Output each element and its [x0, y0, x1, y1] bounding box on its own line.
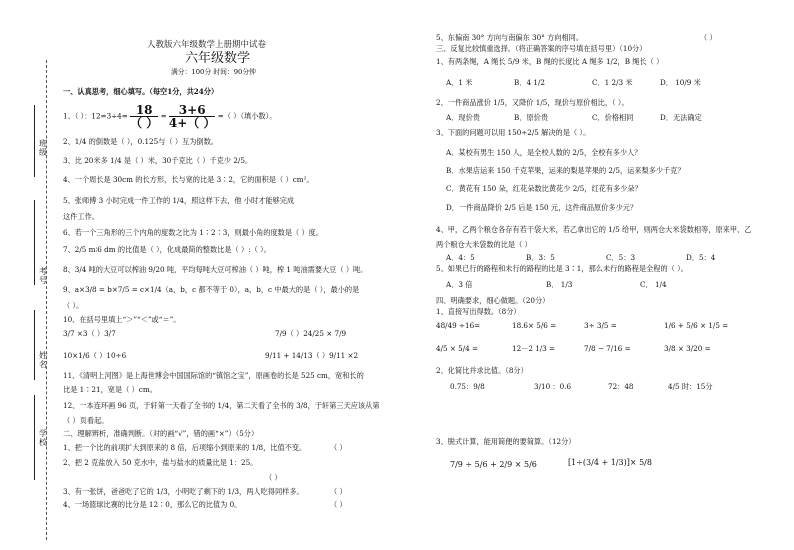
id-label: 考号: [39, 267, 47, 285]
question-8: 8、3/4 吨的大豆可以榨油 9/20 吨，平均每吨大豆可榨油（ ）吨，榨 1 吨油需要大豆（ ）吨。: [63, 265, 368, 274]
calc-item: 1/6 + 5/6 × 1/5 =: [664, 321, 729, 330]
choice-3-option-d: D．一件商品降价 2/5 后是 150 元，这件商品原价多少元？: [446, 203, 638, 212]
question-9: 9、a×3/8 = b×7/5 = c×1/4（a，b，c 都不等于 0），a，b，c 中最大的是（ ），最小的是: [63, 285, 360, 294]
expression-1: 7/9 ÷ 5/6 + 2/9 × 5/6: [450, 460, 537, 469]
calc-item: 12－2 1/3 =: [512, 344, 556, 353]
choice-4-option-c: C．5：3: [606, 253, 636, 262]
compare-item: 7/9（ ）24/25 × 7/9: [275, 329, 347, 338]
section2-heading: 二、理解辨析，准确判断。（对的画“√”，错的画“×”）（5分）: [63, 429, 259, 438]
direct-answer-heading: 1、直接写出得数。（8分）: [436, 307, 521, 316]
q1-suffix: =（ ）（填小数）。: [217, 111, 277, 121]
question-7: 7、2/5 m∶6 dm 的比值是（ ），化成最简的整数比是（ ）:（ ）。: [63, 245, 271, 254]
question-4: 4、一个周长是 30cm 的长方形，长与宽的比是 3∶2，它的面积是（ ）cm²。: [63, 175, 314, 184]
choice-4-option-d: D．5：4: [686, 253, 716, 262]
choice-2-option-a: A．现价贵: [446, 113, 480, 122]
q1-equals: =: [160, 111, 167, 121]
choice-5-option-a: A．3 倍: [446, 280, 473, 289]
section3-heading: 三、反复比较慎重选择。（将正确答案的序号填在括号里）（10分）: [436, 44, 647, 53]
q1-fraction-2: $\frac{3+6}{4+( )}$: [168, 103, 216, 130]
q1-prefix: 1、（ ）：12=3÷4=: [63, 111, 128, 121]
calc-item: 18.6× 5/6 =: [512, 321, 557, 330]
calc-item: 7/8 − 7/16 =: [584, 344, 631, 353]
choice-1-option-a: A．1 米: [446, 78, 473, 87]
compare-item: 3/7 ×3（ ）3/7: [63, 329, 116, 338]
question-11-cont: 比是 1∶21，宽是（ ）cm。: [63, 385, 157, 394]
choice-2: 2、一件商品涨价 1/5，又降价 1/5，现价与原价相比，（ ）。: [436, 98, 629, 107]
question-5: 5、张师傅 3 小时完成一件工作的 1/4，照这样下去，他 小时才能够完成: [63, 196, 295, 205]
choice-4-cont: 两个粮仓大米袋数的比是（ ）: [436, 240, 532, 249]
choice-2-option-b: B．原价贵: [514, 113, 549, 122]
section4-heading: 四、明确要求，细心做题。（20分）: [436, 296, 550, 305]
choice-3-option-b: B．水果店运来 150 千克苹果，运来的梨是苹果的 2/5，运来梨多少千克？: [446, 166, 685, 175]
judge-2: 2、把 2 克盐放入 50 克水中，盐与盐水的质量比是 1：25。: [63, 458, 258, 467]
binding-dash-line: [46, 60, 47, 540]
question-12: 12、一本连环画 96 页，于轩第一天看了全书的 1/4，第二天看了全书的 3/8，于轩第三天应该从第: [63, 401, 380, 410]
choice-1-option-c: C．1 2/3 米: [592, 78, 633, 87]
class-label: 班级: [39, 139, 47, 157]
choice-2-option-c: C．价格相同: [592, 113, 634, 122]
binding-line: [34, 105, 35, 177]
ratio-heading: 2、化简比并求比值。（8分）: [436, 366, 528, 375]
judge-4: 4、一场篮球比赛的比分是 12∶0，那么它的比值为 0。: [63, 500, 242, 509]
calc-item: 48/49 ÷16=: [436, 321, 481, 330]
school-label: 学校: [39, 429, 47, 447]
choice-3: 3、下面的问题可以用 150÷2/5 解决的是（ ）。: [436, 128, 591, 137]
judge-1-answer: （ ）: [330, 443, 347, 452]
choice-4-option-b: B．3：5: [526, 253, 555, 262]
exam-info: 满分：100分 时间：90分钟: [171, 68, 256, 76]
question-12-cont: （ ）页看起。: [63, 416, 109, 425]
judge-2-answer: （ ）: [265, 473, 282, 482]
ratio-item: 4/5 时：15分: [668, 382, 713, 391]
judge-3: 3、有一张饼，爸爸吃了它的 1/3，小明吃了剩下的 1/3，两人吃得同样多。: [63, 487, 304, 496]
binding-line: [34, 200, 35, 285]
binding-line: [34, 395, 35, 480]
exam-title: 人教版六年级数学上册期中试卷: [147, 40, 267, 50]
section1-heading: 一、认真思考，细心填写。（每空1分，共24分）: [63, 87, 219, 96]
choice-1-option-b: B．4 1/2: [514, 78, 545, 87]
name-label: 姓名: [39, 351, 47, 369]
judge-3-answer: （ ）: [330, 487, 347, 496]
compare-item: 10×1/6（ ）10÷6: [63, 351, 127, 360]
judge-5: 5、东偏南 30° 方向与南偏东 30° 方向相同。: [436, 33, 584, 42]
question-3: 3、比 20米多 1/4 是（ ）米，30千克比（ ）千克少 2/5。: [63, 156, 253, 165]
calc-item: 4/5 × 5/4 =: [436, 344, 479, 353]
question-6: 6、若一个三角形的三个内角的度数之比为 1∶2∶3，则最小角的度数是（ ）度。: [63, 228, 324, 237]
choice-5: 5、如果已行的路程和未行的路程的比是 3∶1，那么未行的路程是全程的（ ）。: [436, 264, 688, 273]
question-1: [63, 104, 276, 129]
judge-5-answer: （ ）: [700, 33, 717, 42]
choice-3-option-a: A．某校有男生 150 人，是全校人数的 2/5，全校有多少人？: [446, 148, 642, 157]
judge-4-answer: （ ）: [330, 500, 347, 509]
expression-2: [1÷(3/4 + 1/3)]× 5/8: [568, 458, 652, 467]
choice-1-option-d: D． 10/9 米: [660, 78, 701, 87]
expression-heading: 3、脱式计算，能用简便的要简算。（12分）: [436, 437, 576, 446]
question-2: 2、1/4 的倒数是（ ），0.125与（ ）互为倒数。: [63, 137, 218, 146]
choice-3-option-c: C．黄花有 150 朵，红花朵数比黄花少 2/5，红花有多少朵？: [446, 184, 642, 193]
question-5-cont: 这件工作。: [63, 212, 99, 221]
choice-5-option-c: C． 1/4: [640, 280, 667, 289]
binding-line: [34, 310, 35, 380]
choice-4-option-a: A．4：5: [446, 253, 475, 262]
choice-5-option-b: B． 1/3: [546, 280, 573, 289]
ratio-item: 0.75：9/8: [450, 382, 485, 391]
q1-fraction: $\frac{18}{( )}$: [130, 103, 159, 130]
question-10: 10、在括号里填上“＞”“＜”或“＝”。: [63, 315, 181, 324]
question-9-cont: （ ）。: [63, 301, 84, 310]
choice-2-option-d: D．无法确定: [660, 113, 702, 122]
exam-subtitle: 六年级数学: [185, 51, 251, 66]
question-11: 11、《清明上河图》是上海世博会中国国际馆的“镇馆之宝”，原画卷的长是 525 cm，宽和长的: [63, 371, 364, 380]
choice-1: 1、有两条绳，A 绳长 5/9 米，B 绳的长度比 A 绳多 1/2，B 绳长（ ）: [436, 57, 664, 66]
choice-4: 4、甲，乙两个粮仓各存有若干袋大米，若乙拿出它的 1/5 给甲，则两仓大米袋数相等，原来甲、乙: [436, 225, 752, 234]
ratio-item: 72：48: [608, 382, 634, 391]
calc-item: 3÷ 3/5 =: [584, 321, 617, 330]
judge-1: 1、把一个比的前项扩大到原来的 8 倍，后项缩小到原来的 1/8，比值不变。: [63, 443, 307, 452]
calc-item: 3/8 × 3/20 =: [664, 344, 711, 353]
ratio-item: 3/10 ：0.6: [534, 382, 572, 391]
compare-item: 9/11 + 14/13（ ）9/11 ×2: [265, 351, 359, 360]
